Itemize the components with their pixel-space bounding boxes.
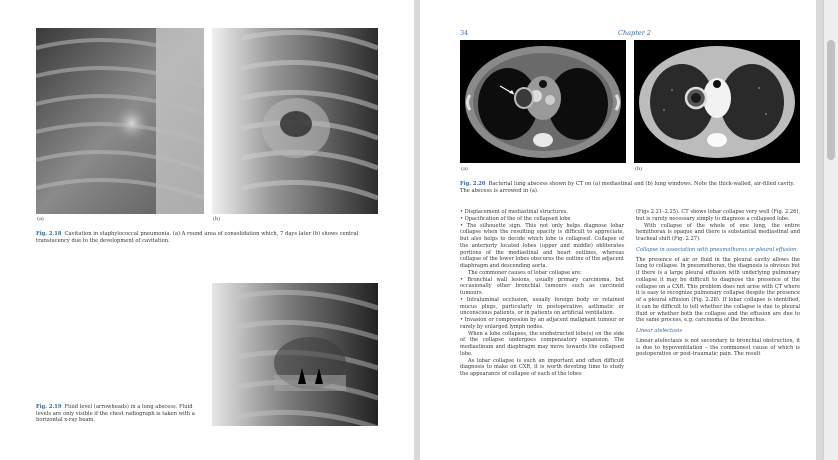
bullet-item: • Bronchial wall lesions, usually primary carcinoma, but occasionally other bronchial tumours such as carcinoid tumours. <box>460 276 624 296</box>
fig-2-20-number: Fig. 2.20 <box>460 181 486 187</box>
page-number: 34 <box>460 29 469 37</box>
fig-2-19-caption-text: Fluid level (arrowheads) in a lung abscess. Fluid levels are only visible if the chest radiograph is taken with a horizontal x-ray beam. <box>36 404 195 424</box>
fig-2-20-caption-text: Bacterial lung abscess shown by CT on (a) mediastinal and (b) lung windows. Note the thick-walled, air-filled cavity. The abscess is arrowed in (a). <box>460 181 795 194</box>
fig-2-18-number: Fig. 2.18 <box>36 231 62 237</box>
fig-2-20a-label: (a) <box>461 166 468 172</box>
fig-2-20b-label: (b) <box>635 166 643 172</box>
fig-2-18a-radiograph <box>36 28 204 214</box>
paragraph: When a lobe collapses, the unobstructed lobe(s) on the side of the collapse undergoes compensatory expansion. The mediastinum and diaphragm may move towards the collapsed lobe. <box>460 330 624 357</box>
fig-2-19-radiograph <box>212 283 378 426</box>
bullet-item: • The silhouette sign. This not only helps diagnose lobar collapse when the resulting opacity is difficult to appreciate, but also helps to decide which lobe is collapsed. Collapse of the anteriorly located lobes (upper and middle) obliterates portions of the mediastinal and heart outlines, whereas collapse of the lower lobes obscures the outline of the adjacent diaphragm and descending aorta. <box>460 222 624 269</box>
body-column-right <box>636 209 800 358</box>
bullet-item: • Displacement of mediastinal structures. <box>460 209 568 215</box>
paragraph: With collapse of the whole of one lung, the entire hemithorax is opaque and there is substantial mediastinal and tracheal shift (Fig. 2.27). <box>636 222 800 242</box>
scrollbar-thumb[interactable] <box>827 40 835 160</box>
paragraph: The commoner causes of lobar collapse are: <box>468 269 582 276</box>
vertical-scrollbar[interactable] <box>823 0 838 460</box>
fig-2-20a-ct-scan <box>460 40 626 163</box>
left-page <box>0 0 414 460</box>
fig-2-18a-label: (a) <box>37 216 44 222</box>
fig-2-20-caption <box>460 181 800 194</box>
fig-2-18-caption-text: Cavitation in staphylococcal pneumonia. (a) A round area of consolidation which, 7 days later (b) shows central translucency due to the development of cavitation. <box>36 231 359 244</box>
fig-2-19-caption <box>36 404 204 424</box>
paragraph: As lobar collapse is such an important and often difficult diagnosis to make on CXR, it is worth devoting time to study the appearance of collapse of each of the lobes <box>460 357 624 377</box>
fig-2-18b-radiograph <box>212 28 378 214</box>
bullet-item: • Intraluminal occlusion, usually foreign body or retained mucus plugs, particularly in postoperative, asthmatic or unconscious patients, or in patients on artificial ventilation. <box>460 296 624 317</box>
section-heading: Linear atelectasis <box>636 328 682 334</box>
paragraph: (Figs 2.21–2.25). CT shows lobar collapse very well (Fig. 2.26), but is rarely necessary simply to diagnose a collapsed lobe. <box>636 209 800 222</box>
paragraph: The presence of air or fluid in the pleural cavity allows the lung to collapse. In pneumothorax, the diagnosis is obvious but if there is a large pleural effusion with underlying pulmonary collapse it may be difficult to diagnose the presence of the collapse on a CXR. This problem does not arise with CT where it is easy to recognize pulmonary collapse despite the presence of a pleural effusion (Fig. 2.28). If lobar collapse is identified, it can be difficult to tell whether the collapse is due to pleural fluid or whether both the collapse and the effusion are due to the same process, e.g. carcinoma of the bronchus. <box>636 256 800 324</box>
arrowheads-icon <box>298 368 324 384</box>
right-page <box>420 0 816 460</box>
section-heading: Collapse in association with pneumothorax or pleural effusion <box>636 246 797 253</box>
fig-2-20b-ct-scan <box>634 40 800 163</box>
body-column-left <box>460 209 624 378</box>
fig-2-18-caption <box>36 231 378 244</box>
fig-2-19-number: Fig. 2.19 <box>36 404 62 410</box>
paragraph: Linear atelectasis is not secondary to bronchial obstruction, it is due to hypoventilation – the commonest cause of which is postoperative or post-traumatic pain. The result <box>636 337 800 358</box>
fig-2-18b-label: (b) <box>213 216 221 222</box>
bullet-item: • Invasion or compression by an adjacent malignant tumour or rarely by enlarged lymph nodes. <box>460 317 624 330</box>
bullet-item: • Opacification of the of the collapsed lobe <box>460 215 571 222</box>
running-header-chapter: Chapter 2 <box>618 29 651 37</box>
